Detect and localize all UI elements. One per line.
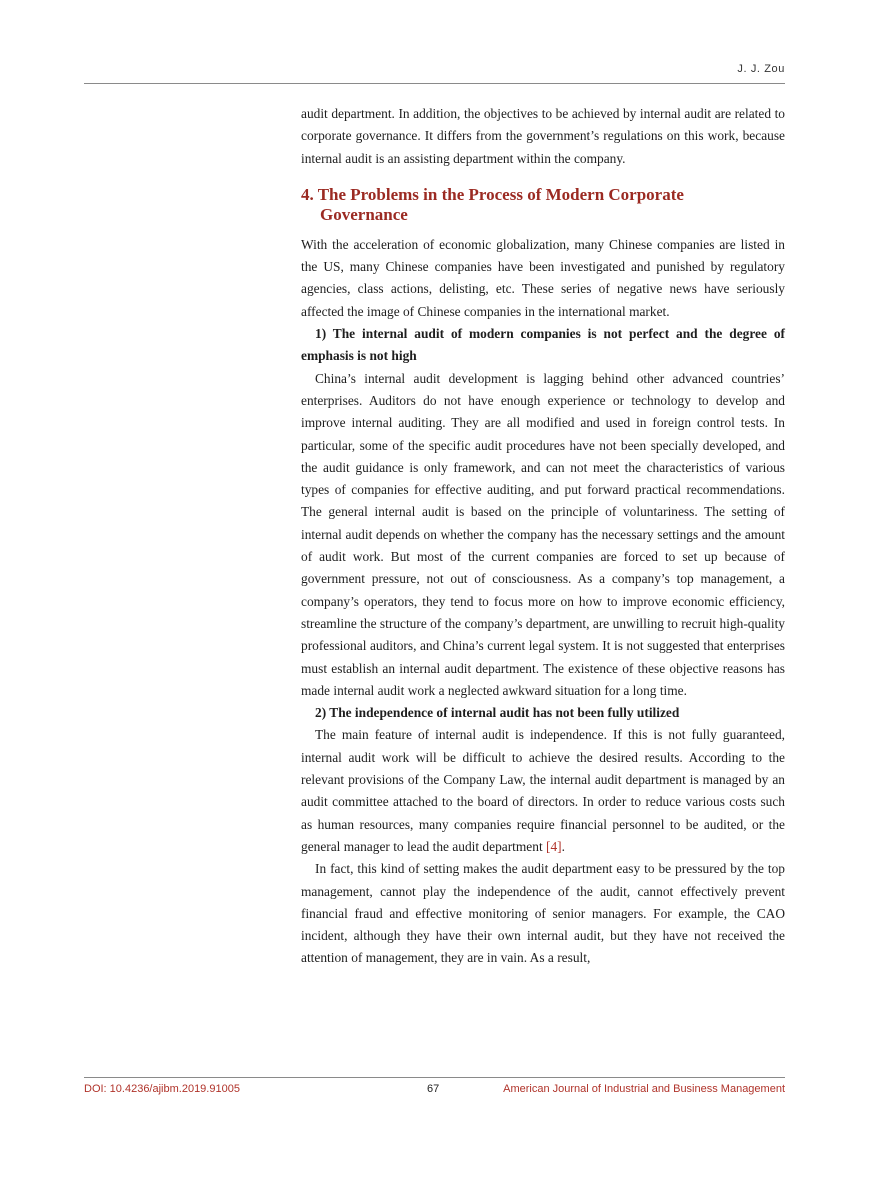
section-heading <box>301 185 785 225</box>
subsection-2-text: The main feature of internal audit is independence. If this is not fully guaranteed, internal audit work will be difficult to achieve the desired results. According to the relevant provisions of the Company Law, the internal audit department is managed by an audit committee attached to the board of directors. In order to reduce various costs such as human resources, many companies require financial personnel to be audited, or the general manager to lead the audit department <box>301 727 785 854</box>
footer-divider <box>84 1077 785 1078</box>
section-heading-line1: 4. The Problems in the Process of Modern Corporate <box>301 184 684 204</box>
subheading-1: 1) The internal audit of modern companies is not perfect and the degree of emphasis is not high <box>301 326 785 364</box>
footer-doi[interactable]: DOI: 10.4236/ajibm.2019.91005 <box>84 1083 240 1095</box>
page-number: 67 <box>427 1083 440 1095</box>
footer-journal-name[interactable]: American Journal of Industrial and Business Management <box>503 1083 785 1095</box>
citation-period: . <box>561 838 566 854</box>
final-paragraph: In fact, this kind of setting makes the audit department easy to be pressured by the top management, cannot play the independence of the audit, cannot effectively prevent financial fraud and effective monitoring of senior managers. For example, the CAO incident, although they have their own internal audit, but they have not received the attention of management, they are in vain. As a result, <box>301 861 785 966</box>
header-divider <box>84 83 785 84</box>
citation-link[interactable]: [4] <box>546 838 562 854</box>
subsection-2-paragraph <box>301 724 785 858</box>
running-head-author: J. J. Zou <box>737 63 785 75</box>
body-column <box>301 103 785 970</box>
subheading-2: 2) The independence of internal audit has not been fully utilized <box>315 705 680 721</box>
subsection-1-paragraph: China’s internal audit development is lagging behind other advanced countries’ enterprises. Auditors do not have enough experience or technology to develop and improve internal auditing. They are all modified and used in foreign control tests. In particular, some of the specific audit procedures have not been specially developed, and the audit guidance is only framework, and can not meet the characteristics of various types of companies for effective auditing, and put forward practical recommendations. The general internal audit is based on the principle of voluntariness. The setting of internal audit depends on whether the company has the necessary settings and the amount of audit work. But most of the current companies are forced to set up because of government pressure, not out of consciousness. As a company’s top management, a company’s operators, they tend to focus more on how to improve economic efficiency, streamline the structure of the company’s department, are unwilling to recruit high-quality professional auditors, and China’s current legal system. It is not suggested that enterprises must establish an internal audit department. The existence of these objective reasons has made internal audit work a neglected awkward situation for a long time. <box>301 370 785 698</box>
section-paragraph: With the acceleration of economic globalization, many Chinese companies are listed in the US, many Chinese companies have been investigated and punished by regulatory agencies, class actions, delisting, etc. These series of negative news have seriously affected the image of Chinese companies in the international market. <box>301 236 785 319</box>
section-heading-line2: Governance <box>320 204 408 224</box>
intro-paragraph: audit department. In addition, the objectives to be achieved by internal audit are related to corporate governance. It differs from the government’s regulations on this work, because internal audit is an assisting department within the company. <box>301 106 785 166</box>
